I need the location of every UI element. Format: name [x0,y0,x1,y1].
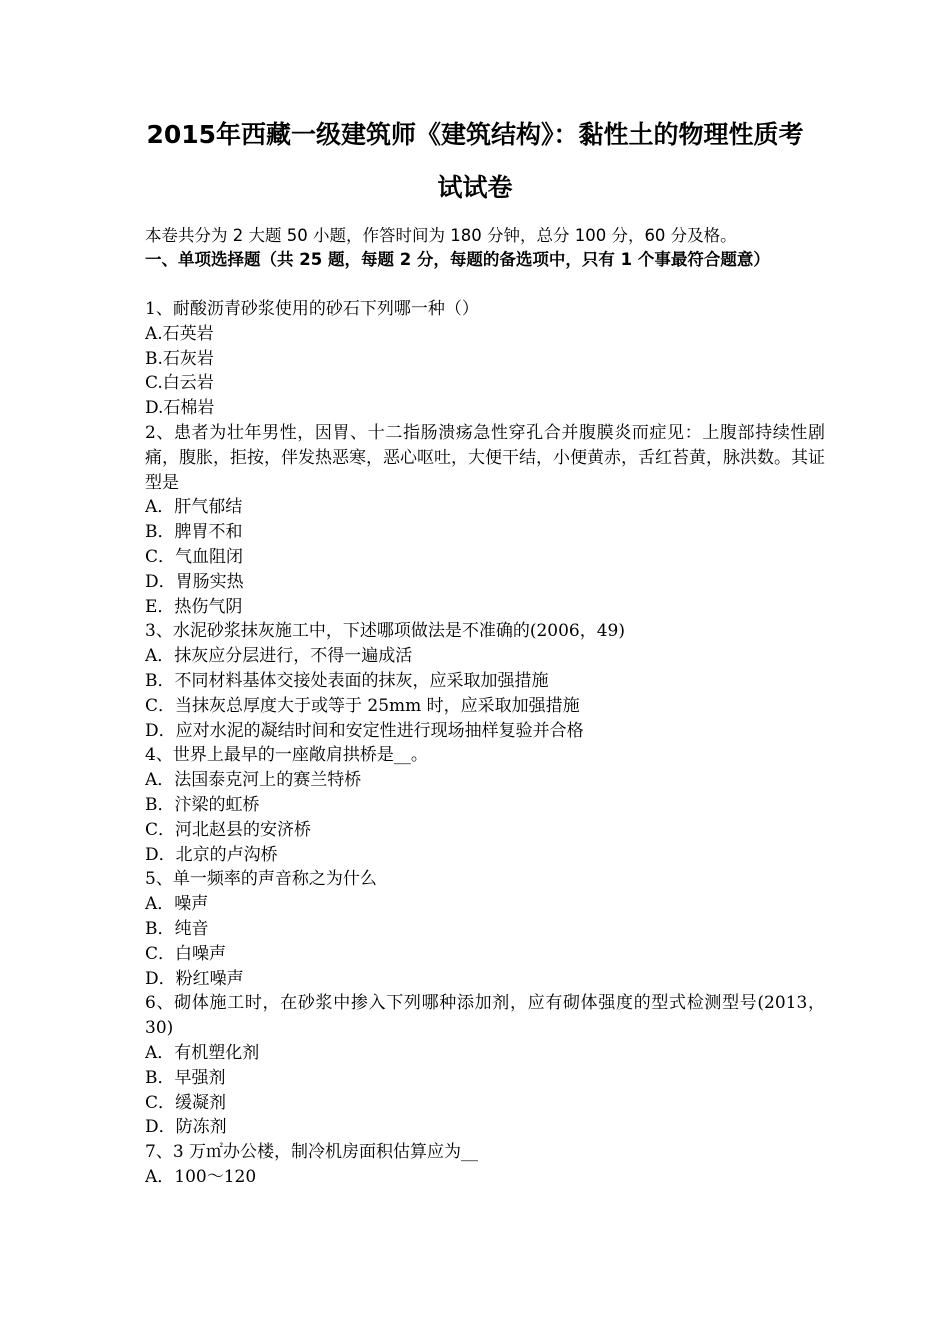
option-item: A．法国泰克河上的赛兰特桥 [145,770,362,791]
option-item: C．河北赵县的安济桥 [145,819,312,840]
option-item: A．100～120 [145,1166,257,1187]
option-item: C．白噪声 [145,943,227,964]
option-item: D．应对水泥的凝结时间和安定性进行现场抽样复验并合格 [145,720,584,741]
option-item: C．当抹灰总厚度大于或等于 25mm 时，应采取加强措施 [145,695,580,716]
option-item: C．缓凝剂 [145,1092,227,1113]
question-text: 1、耐酸沥青砂浆使用的砂石下列哪一种（） [145,299,479,319]
question-text: 4、世界上最早的一座敞肩拱桥是__。 [145,745,428,766]
question-text: 7、3 万㎡办公楼，制冷机房面积估算应为__ [145,1142,479,1163]
question-text: 3、水泥砂浆抹灰施工中，下述哪项做法是不准确的(2006，49) [145,621,625,642]
option-item: D.石棉岩 [145,398,215,419]
option-item: A．肝气郁结 [145,497,243,518]
question-text: 6、砌体施工时，在砂浆中掺入下列哪种添加剂，应有砌体强度的型式检测型号(2013，30) [145,993,825,1039]
option-item: A．抹灰应分层进行，不得一遍成活 [145,646,413,667]
document-title-line-2: 试试卷 [437,173,513,202]
option-item: E．热伤气阴 [145,596,243,617]
option-item: B．纯音 [145,918,209,939]
exam-intro: 本卷共分为 2 大题 50 小题，作答时间为 180 分钟，总分 100 分，60 分及格。 [145,226,737,245]
option-item: D．粉红噪声 [145,968,244,989]
question-text: 5、单一频率的声音称之为什么 [145,869,377,890]
option-item: B．脾胃不和 [145,522,243,543]
option-item: B．早强剂 [145,1067,226,1088]
option-item: B.石灰岩 [145,348,214,369]
option-item: A．有机塑化剂 [145,1042,260,1063]
option-item: D．防冻剂 [145,1117,227,1138]
document-title-line-1: 2015年西藏一级建筑师《建筑结构》：黏性土的物理性质考 [146,120,804,149]
option-item: C．气血阻闭 [145,546,244,567]
question-list [145,297,825,1190]
option-item: C.白云岩 [145,373,214,394]
option-item: B．不同材料基体交接处表面的抹灰，应采取加强措施 [145,670,549,691]
option-item: B．汴梁的虹桥 [145,794,260,815]
option-item: D．北京的卢沟桥 [145,844,278,865]
option-item: D．胃肠实热 [145,571,244,592]
question-text: 2、患者为壮年男性，因胃、十二指肠溃疡急性穿孔合并腹膜炎而症见：上腹部持续性剧痛，腹胀，拒按，伴发热恶寒，恶心呕吐，大便干结，小便黄赤，舌红苔黄，脉洪数。其证型是 [145,422,825,493]
section-heading: 一、单项选择题（共 25 题，每题 2 分，每题的备选项中，只有 1 个事最符合题意） [145,250,770,269]
option-item: A.石英岩 [145,323,214,344]
option-item: A．噪声 [145,894,209,915]
